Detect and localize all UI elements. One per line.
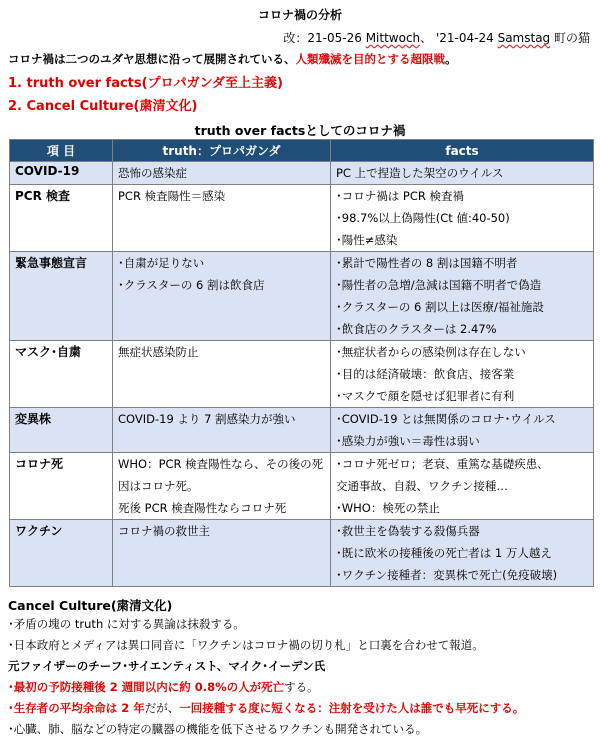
facts-line: ･飲食店のクラスターは 2.47% bbox=[336, 322, 497, 336]
row-item: PCR 検査 bbox=[10, 185, 113, 252]
cancel-culture-title: Cancel Culture(粛清文化) bbox=[8, 598, 173, 613]
facts-line: ･WHO：検死の禁止 bbox=[336, 501, 440, 515]
row-truth bbox=[113, 520, 331, 587]
facts-line: ･累計で陽性者の 8 割は国籍不明者 bbox=[336, 256, 518, 270]
intro-line bbox=[8, 50, 596, 68]
facts-line: ･既に欧米の接種後の死亡者は 1 万人越え bbox=[336, 546, 552, 560]
facts-line: ･ワクチン接種者：変異株で死亡(免疫破壊) bbox=[336, 568, 558, 582]
row-truth bbox=[113, 185, 331, 252]
facts-line: PC 上で捏造した架空のウイルス bbox=[336, 166, 504, 180]
facts-line: ･マスクで顔を隠せば犯罪者に有利 bbox=[336, 389, 515, 403]
note-line: ･日本政府とメディアは異口同音に「ワクチンはコロナ禍の切り札」と口裏を合わせて報道。 bbox=[8, 638, 484, 652]
revision-mid: 、 '21-04-24 bbox=[420, 31, 498, 45]
note-line bbox=[8, 698, 598, 719]
analysis-table bbox=[9, 139, 594, 587]
truth-line: PCR 検査陽性＝感染 bbox=[118, 189, 226, 203]
note-text: だが、 bbox=[144, 701, 180, 715]
table-title: truth over factsとしてのコロナ禍 bbox=[194, 123, 406, 138]
row-truth bbox=[113, 453, 331, 520]
facts-line: ･コロナ禍は PCR 検査禍 bbox=[336, 189, 465, 203]
truth-line: 死後 PCR 検査陽性ならコロナ死 bbox=[118, 501, 287, 515]
row-item: コロナ死 bbox=[10, 453, 113, 520]
revision-line bbox=[283, 29, 590, 46]
note-highlight: 一回接種する度に短くなる：注射を受けた人は誰でも早死にする。 bbox=[179, 701, 525, 715]
table-row bbox=[10, 341, 594, 408]
note-heading: 元ファイザーのチーフ･サイエンティスト、マイク･イーデン氏 bbox=[8, 659, 326, 673]
facts-line: ･98.7%以上偽陽性(Ct 値:40-50) bbox=[336, 211, 510, 225]
row-facts bbox=[331, 520, 594, 587]
intro-end: 。 bbox=[445, 52, 457, 66]
truth-line: 恐怖の感染症 bbox=[118, 166, 187, 180]
note-text: する。 bbox=[284, 680, 319, 694]
note-highlight: ･最初の予防接種後 2 週間以内に約 0.8%の人が死亡 bbox=[8, 680, 285, 694]
row-facts bbox=[331, 453, 594, 520]
facts-line: ･コロナ死ゼロ；老衰、重篤な基礎疾患、 bbox=[336, 457, 549, 471]
row-truth bbox=[113, 162, 331, 185]
facts-line: ･陽性者の急増/急減は国籍不明者で偽造 bbox=[336, 278, 542, 292]
facts-line: ･陽性≠感染 bbox=[336, 233, 398, 247]
row-item: 緊急事態宣言 bbox=[10, 252, 113, 341]
row-facts bbox=[331, 162, 594, 185]
row-item: 変異株 bbox=[10, 408, 113, 453]
row-truth bbox=[113, 252, 331, 341]
page-title: コロナ禍の分析 bbox=[257, 8, 342, 22]
facts-line: ･目的は経済破壊：飲食店、接客業 bbox=[336, 367, 515, 381]
intro-text: コロナ禍は二つのユダヤ思想に沿って展開されている、 bbox=[8, 52, 296, 66]
table-row bbox=[10, 408, 594, 453]
header-item: 項 目 bbox=[10, 140, 113, 162]
row-truth bbox=[113, 341, 331, 408]
header-truth: truth：プロパガンダ bbox=[113, 140, 331, 162]
table-row bbox=[10, 520, 594, 587]
revision-author: 町の猫 bbox=[550, 31, 590, 45]
truth-line: ･クラスターの 6 割は飲食店 bbox=[118, 278, 265, 292]
facts-line: ･クラスターの 6 割以上は医療/福祉施設 bbox=[336, 300, 544, 314]
row-item: COVID-19 bbox=[10, 162, 113, 185]
row-facts bbox=[331, 252, 594, 341]
facts-line: ･無症状者からの感染例は存在しない bbox=[336, 345, 526, 359]
truth-line: ･自粛が足りない bbox=[118, 256, 205, 270]
row-item: マスク･自粛 bbox=[10, 341, 113, 408]
truth-line: COVID-19 より 7 割感染力が強い bbox=[118, 412, 296, 426]
table-row bbox=[10, 252, 594, 341]
row-facts bbox=[331, 185, 594, 252]
facts-line: 交通事故、自殺、ワクチン接種… bbox=[336, 479, 508, 493]
row-truth bbox=[113, 408, 331, 453]
thesis-item-1: 1. truth over facts(プロパガンダ至上主義) bbox=[8, 76, 283, 91]
revision-day-2: Samstag bbox=[497, 31, 551, 45]
table-header-row bbox=[10, 140, 594, 162]
thesis-list bbox=[8, 72, 283, 118]
intro-highlight: 人類殲滅を目的とする超限戦 bbox=[295, 52, 445, 66]
note-line: ･心臓、肺、脳などの特定の臓器の機能を低下させるワクチンも開発されている。 bbox=[8, 722, 428, 736]
revision-day-1: Mittwoch bbox=[365, 31, 421, 45]
table-row bbox=[10, 185, 594, 252]
header-facts: facts bbox=[331, 140, 594, 162]
thesis-item-2: 2. Cancel Culture(粛清文化) bbox=[8, 99, 198, 114]
truth-line: 無症状感染防止 bbox=[118, 345, 199, 359]
truth-line: WHO：PCR 検査陽性なら、その後の死因はコロナ死。 bbox=[118, 457, 324, 493]
note-line: ･矛盾の塊の truth に対する異論は抹殺する。 bbox=[8, 617, 245, 631]
note-highlight: ･生存者の平均余命は 2 年 bbox=[8, 701, 145, 715]
table-row bbox=[10, 453, 594, 520]
facts-line: ･救世主を偽装する殺傷兵器 bbox=[336, 524, 480, 538]
facts-line: ･COVID-19 とは無関係のコロナ･ウイルス bbox=[336, 412, 556, 426]
cancel-culture-notes bbox=[8, 614, 598, 740]
table-row bbox=[10, 162, 594, 185]
truth-line: コロナ禍の救世主 bbox=[118, 524, 210, 538]
row-facts bbox=[331, 341, 594, 408]
row-facts bbox=[331, 408, 594, 453]
facts-line: ･感染力が強い＝毒性は弱い bbox=[336, 434, 480, 448]
revision-prefix: 改：21-05-26 bbox=[283, 31, 366, 45]
row-item: ワクチン bbox=[10, 520, 113, 587]
note-line bbox=[8, 677, 598, 698]
